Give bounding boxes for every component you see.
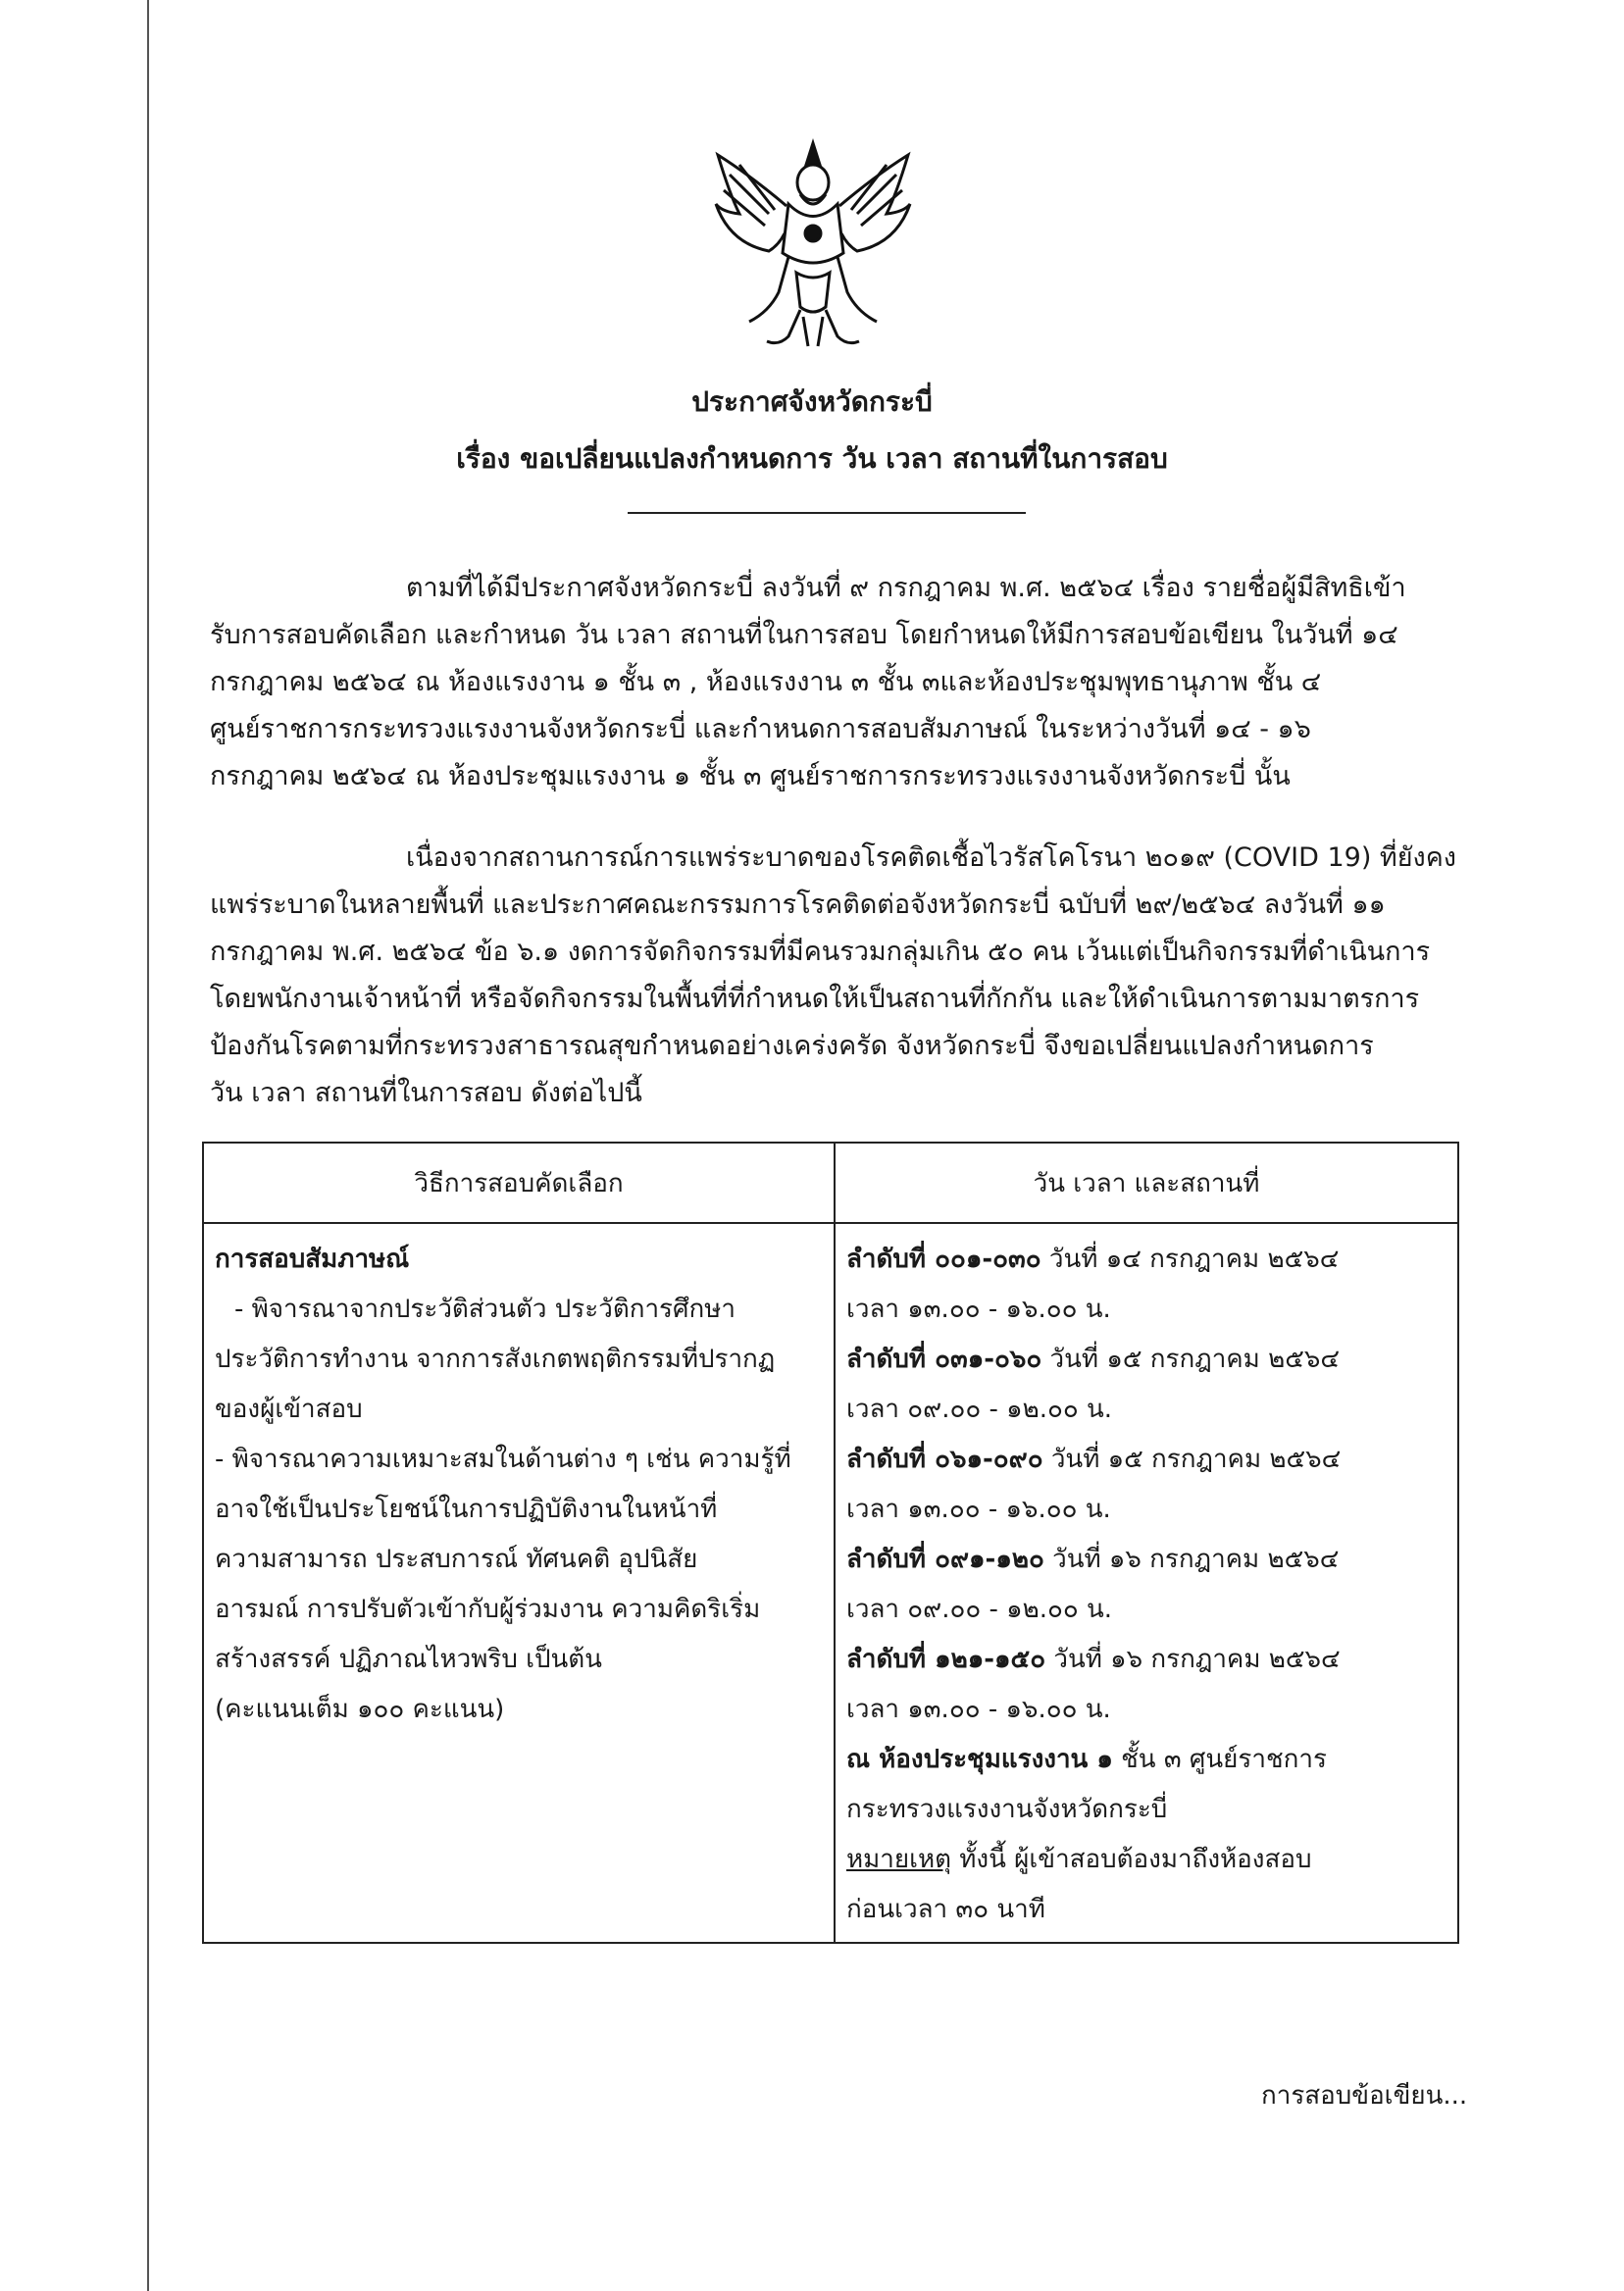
method-cell	[203, 1223, 835, 1943]
method-line: อารมณ์ การปรับตัวเข้ากับผู้ร่วมงาน ความคิดริเริ่ม	[215, 1595, 761, 1624]
schedule-slot	[846, 1335, 1446, 1385]
paragraph-line: ศูนย์ราชการกระทรวงแรงงานจังหวัดกระบี่ และกำหนดการสอบสัมภาษณ์ ในระหว่างวันที่ ๑๔ - ๑๖	[210, 714, 1311, 744]
method-line: ของผู้เข้าสอบ	[215, 1395, 363, 1424]
paragraph-line: เนื่องจากสถานการณ์การแพร่ระบาดของโรคติดเชื้อไวรัสโคโรนา ๒๐๑๙ (COVID 19) ที่ยังคง	[406, 842, 1456, 873]
slot-time: เวลา ๐๙.๐๐ - ๑๒.๐๐ น.	[846, 1395, 1113, 1424]
paragraph-line: ป้องกันโรคตามที่กระทรวงสาธารณสุขกำหนดอย่างเคร่งครัด จังหวัดกระบี่ จึงขอเปลี่ยนแปลงกำหนดการ	[210, 1031, 1374, 1061]
note-label: หมายเหตุ	[846, 1845, 952, 1874]
slot-time: เวลา ๐๙.๐๐ - ๑๒.๐๐ น.	[846, 1595, 1113, 1624]
announcement-subject: เรื่อง ขอเปลี่ยนแปลงกำหนดการ วัน เวลา สถานที่ในการสอบ	[456, 442, 1168, 475]
schedule-cell	[835, 1223, 1458, 1943]
note-line-2: ก่อนเวลา ๓๐ นาที	[846, 1895, 1045, 1924]
paragraph-line: กรกฎาคม ๒๕๖๔ ณ ห้องแรงงาน ๑ ชั้น ๓ , ห้องแรงงาน ๓ ชั้น ๓และห้องประชุมพุทธานุภาพ ชั้น ๔	[210, 667, 1322, 697]
method-line: อาจใช้เป็นประโยชน์ในการปฏิบัติงานในหน้าที่	[215, 1495, 718, 1524]
slot-range: ลำดับที่ ๐๙๑-๑๒๐	[846, 1545, 1044, 1574]
scan-edge-line	[147, 0, 149, 2291]
slot-range: ลำดับที่ ๐๐๑-๐๓๐	[846, 1245, 1041, 1274]
slot-range: ลำดับที่ ๐๓๑-๐๖๐	[846, 1345, 1042, 1374]
method-line: - พิจารณาความเหมาะสมในด้านต่าง ๆ เช่น ความรู้ที่	[215, 1445, 791, 1474]
exam-schedule-table	[202, 1142, 1459, 1944]
slot-range: ลำดับที่ ๑๒๑-๑๕๐	[846, 1645, 1046, 1674]
paragraph-line: กรกฎาคม ๒๕๖๔ ณ ห้องประชุมแรงงาน ๑ ชั้น ๓ ศูนย์ราชการกระทรวงแรงงานจังหวัดกระบี่ นั้น	[210, 761, 1291, 791]
schedule-slot	[846, 1435, 1446, 1485]
slot-date: วันที่ ๑๕ กรกฎาคม ๒๕๖๔	[1041, 1345, 1341, 1374]
slot-time: เวลา ๑๓.๐๐ - ๑๖.๐๐ น.	[846, 1295, 1111, 1324]
slot-time: เวลา ๑๓.๐๐ - ๑๖.๐๐ น.	[846, 1695, 1111, 1724]
schedule-slot	[846, 1235, 1446, 1285]
venue-line-2: กระทรวงแรงงานจังหวัดกระบี่	[846, 1795, 1168, 1824]
slot-date: วันที่ ๑๕ กรกฎาคม ๒๕๖๔	[1042, 1445, 1342, 1474]
paragraph-line: รับการสอบคัดเลือก และกำหนด วัน เวลา สถานที่ในการสอบ โดยกำหนดให้มีการสอบข้อเขียน ในวันที่ ๑๔	[210, 620, 1398, 650]
paragraph-line: ตามที่ได้มีประกาศจังหวัดกระบี่ ลงวันที่ ๙ กรกฎาคม พ.ศ. ๒๕๖๔ เรื่อง รายชื่อผู้มีสิทธิเข้า	[406, 573, 1406, 603]
header-method: วิธีการสอบคัดเลือก	[203, 1143, 835, 1223]
schedule-slot	[846, 1535, 1446, 1585]
slot-date: วันที่ ๑๖ กรกฎาคม ๒๕๖๔	[1043, 1545, 1340, 1574]
method-line: สร้างสรรค์ ปฏิภาณไหวพริบ เป็นต้น	[215, 1645, 602, 1674]
continuation-text: การสอบข้อเขียน...	[1261, 2081, 1468, 2111]
paragraph-background	[210, 565, 1453, 800]
method-line: ประวัติการทำงาน จากการสังเกตพฤติกรรมที่ปรากฏ	[215, 1345, 776, 1374]
paragraph-line: โดยพนักงานเจ้าหน้าที่ หรือจัดกิจกรรมในพื้นที่ที่กำหนดให้เป็นสถานที่กักกัน และให้ดำเนินการตามมาตรการ	[210, 984, 1420, 1014]
slot-range: ลำดับที่ ๐๖๑-๐๙๐	[846, 1445, 1043, 1474]
note-line	[846, 1835, 1446, 1885]
header-datetime-place: วัน เวลา และสถานที่	[835, 1143, 1458, 1223]
table-header-row	[203, 1143, 1458, 1223]
slot-date: วันที่ ๑๔ กรกฎาคม ๒๕๖๔	[1040, 1245, 1340, 1274]
method-line: (คะแนนเต็ม ๑๐๐ คะแนน)	[215, 1695, 505, 1724]
method-line: - พิจารณาจากประวัติส่วนตัว ประวัติการศึกษา	[234, 1295, 736, 1324]
table-row	[203, 1223, 1458, 1943]
paragraph-line: กรกฎาคม พ.ศ. ๒๕๖๔ ข้อ ๖.๑ งดการจัดกิจกรรมที่มีคนรวมกลุ่มเกิน ๕๐ คน เว้นแต่เป็นกิจกรรมที่ดำเนินการ	[210, 937, 1431, 967]
paragraph-reason	[210, 835, 1456, 1117]
method-title: การสอบสัมภาษณ์	[215, 1245, 410, 1274]
venue-line	[846, 1735, 1446, 1785]
slot-time: เวลา ๑๓.๐๐ - ๑๖.๐๐ น.	[846, 1495, 1111, 1524]
paragraph-line: วัน เวลา สถานที่ในการสอบ ดังต่อไปนี้	[210, 1078, 642, 1108]
slot-date: วันที่ ๑๖ กรกฎาคม ๒๕๖๔	[1045, 1645, 1341, 1674]
garuda-emblem-icon	[710, 135, 916, 353]
venue-rest: ชั้น ๓ ศูนย์ราชการ	[1112, 1745, 1327, 1774]
note-rest: ทั้งนี้ ผู้เข้าสอบต้องมาถึงห้องสอบ	[951, 1845, 1312, 1874]
announcement-title: ประกาศจังหวัดกระบี่	[691, 385, 933, 418]
venue-bold: ณ ห้องประชุมแรงงาน ๑	[846, 1745, 1113, 1774]
schedule-slot	[846, 1635, 1446, 1685]
title-divider	[628, 512, 1026, 514]
paragraph-line: แพร่ระบาดในหลายพื้นที่ และประกาศคณะกรรมการโรคติดต่อจังหวัดกระบี่ ฉบับที่ ๒๙/๒๕๖๔ ลงวันที่ ๑๑	[210, 890, 1386, 920]
method-line: ความสามารถ ประสบการณ์ ทัศนคติ อุปนิสัย	[215, 1545, 698, 1574]
